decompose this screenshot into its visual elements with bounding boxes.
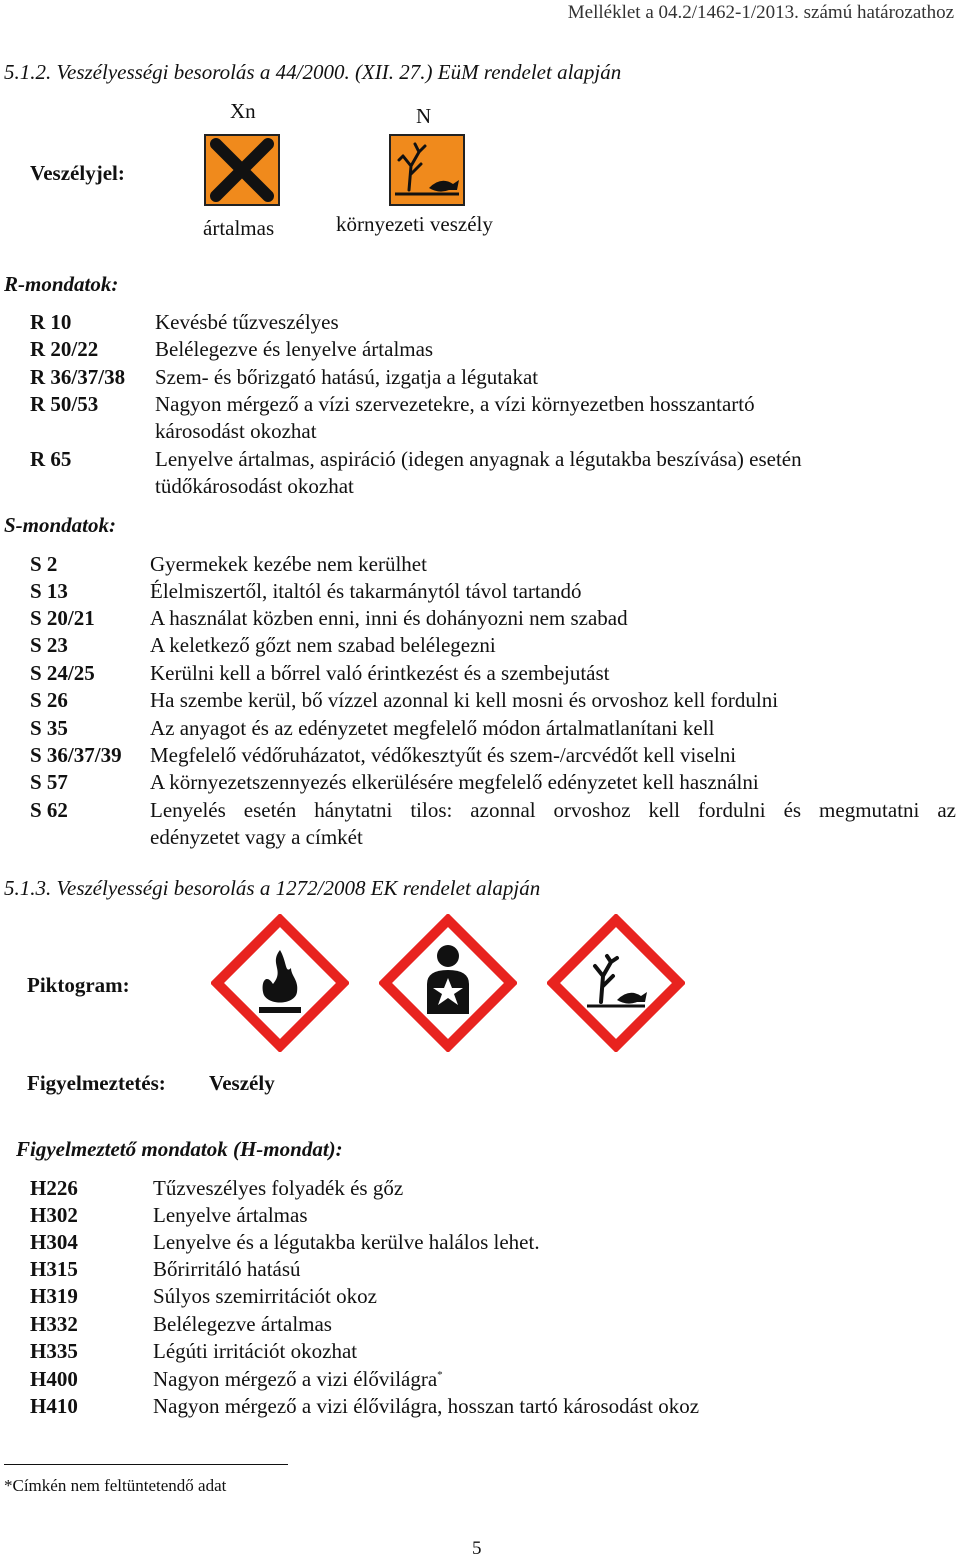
h-phrase-text: Lenyelve ártalmas (153, 1203, 308, 1227)
r-phrase-text-continued: tüdőkárosodást okozhat (155, 474, 354, 498)
footnote: *Címkén nem feltüntetendő adat (4, 1476, 227, 1495)
h-phrase-row (0, 1339, 960, 1366)
page-number: 5 (472, 1538, 482, 1559)
h-phrase-text: Lenyelve és a légutakba kerülve halálos lehet. (153, 1230, 540, 1254)
h-phrase-code: H335 (30, 1339, 78, 1363)
s-phrase-row (0, 743, 960, 770)
h-phrase-text: Súlyos szemirritációt okoz (153, 1284, 377, 1308)
r-phrase-text: Nagyon mérgező a vízi szervezetekre, a vízi környezetben hosszantartó (155, 392, 755, 416)
h-phrase-text: Belélegezve ártalmas (153, 1312, 332, 1336)
h-phrase-code: H304 (30, 1230, 78, 1254)
s-phrase-row (0, 606, 960, 633)
h-phrase-code: H400 (30, 1367, 78, 1391)
h-phrase-text: Tűzveszélyes folyadék és gőz (153, 1176, 404, 1200)
s-phrase-text-continued: edényzetet vagy a címkét (150, 825, 363, 849)
health-hazard-pictogram-icon (379, 914, 517, 1052)
s-phrase-code: S 24/25 (30, 661, 95, 685)
s-phrase-code: S 35 (30, 716, 68, 740)
r-phrase-code: R 36/37/38 (30, 365, 126, 389)
h-phrase-code: H319 (30, 1284, 78, 1308)
r-phrase-code: R 65 (30, 447, 72, 471)
environment-pictogram-icon (547, 914, 685, 1052)
h-phrase-row (0, 1230, 960, 1257)
s-phrase-text: A használat közben enni, inni és dohányozni nem szabad (150, 606, 628, 630)
s-phrase-text: A keletkező gőzt nem szabad belélegezni (150, 633, 496, 657)
symbol-code-xn: Xn (230, 99, 256, 123)
r-phrase-text: Lenyelve ártalmas, aspiráció (idegen anyagnak a légutakba beszívása) esetén (155, 447, 802, 471)
s-phrase-code: S 62 (30, 798, 68, 822)
r-phrase-code: R 50/53 (30, 392, 99, 416)
h-phrase-row (0, 1367, 960, 1394)
s-phrase-text: A környezetszennyezés elkerülésére megfelelő edényzetet kell használni (150, 770, 759, 794)
h-phrase-code: H410 (30, 1394, 78, 1418)
r-phrase-text: Belélegezve és lenyelve ártalmas (155, 337, 434, 361)
s-phrase-row (0, 770, 960, 797)
section-title-old-classification: 5.1.2. Veszélyességi besorolás a 44/2000. (XII. 27.) EüM rendelet alapján (4, 60, 622, 84)
s-phrase-code: S 20/21 (30, 606, 95, 630)
r-phrase-text-continued: károsodást okozhat (155, 419, 317, 443)
h-phrase-row (0, 1394, 960, 1421)
r-phrase-row (0, 447, 960, 474)
s-phrase-row (0, 798, 960, 825)
h-phrase-row (0, 1257, 960, 1284)
symbol-caption-n: környezeti veszély (336, 212, 493, 236)
s-phrase-code: S 26 (30, 688, 68, 712)
h-phrase-code: H302 (30, 1203, 78, 1227)
signal-word: Veszély (209, 1071, 275, 1095)
s-phrase-text: Megfelelő védőruházatot, védőkesztyűt és szem-/arcvédőt kell viselni (150, 743, 737, 767)
harmful-x-icon (204, 134, 280, 206)
s-phrase-text: Ha szembe kerül, bő vízzel azonnal ki kell mosni és orvoshoz kell fordulni (150, 688, 779, 712)
flame-pictogram-icon (211, 914, 349, 1052)
s-phrases-heading: S-mondatok: (4, 513, 117, 537)
header-note: Melléklet a 04.2/1462-1/2013. számú határozathoz (567, 2, 954, 23)
h-phrase-code: H315 (30, 1257, 78, 1281)
environment-hazard-icon (389, 134, 465, 206)
s-phrase-code: S 13 (30, 579, 68, 603)
section-title-clp-classification: 5.1.3. Veszélyességi besorolás a 1272/2008 EK rendelet alapján (4, 876, 541, 900)
s-phrase-code: S 36/37/39 (30, 743, 122, 767)
s-phrase-text: Gyermekek kezébe nem kerülhet (150, 552, 427, 576)
h-phrase-row (0, 1176, 960, 1203)
s-phrase-row (0, 633, 960, 660)
hazard-symbol-label: Veszélyjel: (30, 161, 125, 185)
s-phrase-code: S 23 (30, 633, 68, 657)
s-phrase-code: S 57 (30, 770, 68, 794)
s-phrase-row (0, 579, 960, 606)
pictogram-label: Piktogram: (27, 973, 130, 997)
s-phrase-row (0, 688, 960, 715)
r-phrase-text: Szem- és bőrizgató hatású, izgatja a légutakat (155, 365, 539, 389)
footnote-divider (4, 1464, 288, 1465)
s-phrase-text: Élelmiszertől, italtól és takarmánytól távol tartandó (150, 579, 582, 603)
h-phrase-code: H226 (30, 1176, 78, 1200)
s-phrase-text: Lenyelés esetén hánytatni tilos: azonnal orvoshoz kell fordulni és megmutatni az (150, 798, 956, 822)
h-phrase-code: H332 (30, 1312, 78, 1336)
h-phrase-row (0, 1203, 960, 1230)
r-phrase-code: R 10 (30, 310, 72, 334)
footnote-mark: * (437, 1369, 443, 1381)
h-phrase-text: Légúti irritációt okozhat (153, 1339, 358, 1363)
s-phrase-row (0, 552, 960, 579)
r-phrase-code: R 20/22 (30, 337, 99, 361)
symbol-code-n: N (416, 104, 432, 128)
h-phrase-text: Nagyon mérgező a vizi élővilágra, hosszan tartó károsodást okoz (153, 1394, 700, 1418)
signal-word-label: Figyelmeztetés: (27, 1071, 166, 1095)
r-phrase-row (0, 337, 960, 364)
h-phrases-heading: Figyelmeztető mondatok (H-mondat): (16, 1137, 343, 1161)
h-phrase-text: Bőrirritáló hatású (153, 1257, 301, 1281)
h-phrase-text (153, 1367, 443, 1392)
s-phrase-code: S 2 (30, 552, 58, 576)
r-phrase-row (0, 365, 960, 392)
s-phrase-row (0, 716, 960, 743)
s-phrase-text: Az anyagot és az edényzetet megfelelő módon ártalmatlanítani kell (150, 716, 715, 740)
h-phrase-row (0, 1284, 960, 1311)
symbol-caption-xn: ártalmas (203, 216, 275, 240)
s-phrase-text: Kerülni kell a bőrrel való érintkezést és a szembejutást (150, 661, 610, 685)
r-phrases-heading: R-mondatok: (4, 272, 119, 296)
h-phrase-row (0, 1312, 960, 1339)
r-phrase-row (0, 392, 960, 419)
r-phrase-text: Kevésbé tűzveszélyes (155, 310, 339, 334)
h-phrase-text-main: Nagyon mérgező a vizi élővilágra (153, 1367, 438, 1391)
r-phrase-row (0, 310, 960, 337)
s-phrase-row (0, 661, 960, 688)
